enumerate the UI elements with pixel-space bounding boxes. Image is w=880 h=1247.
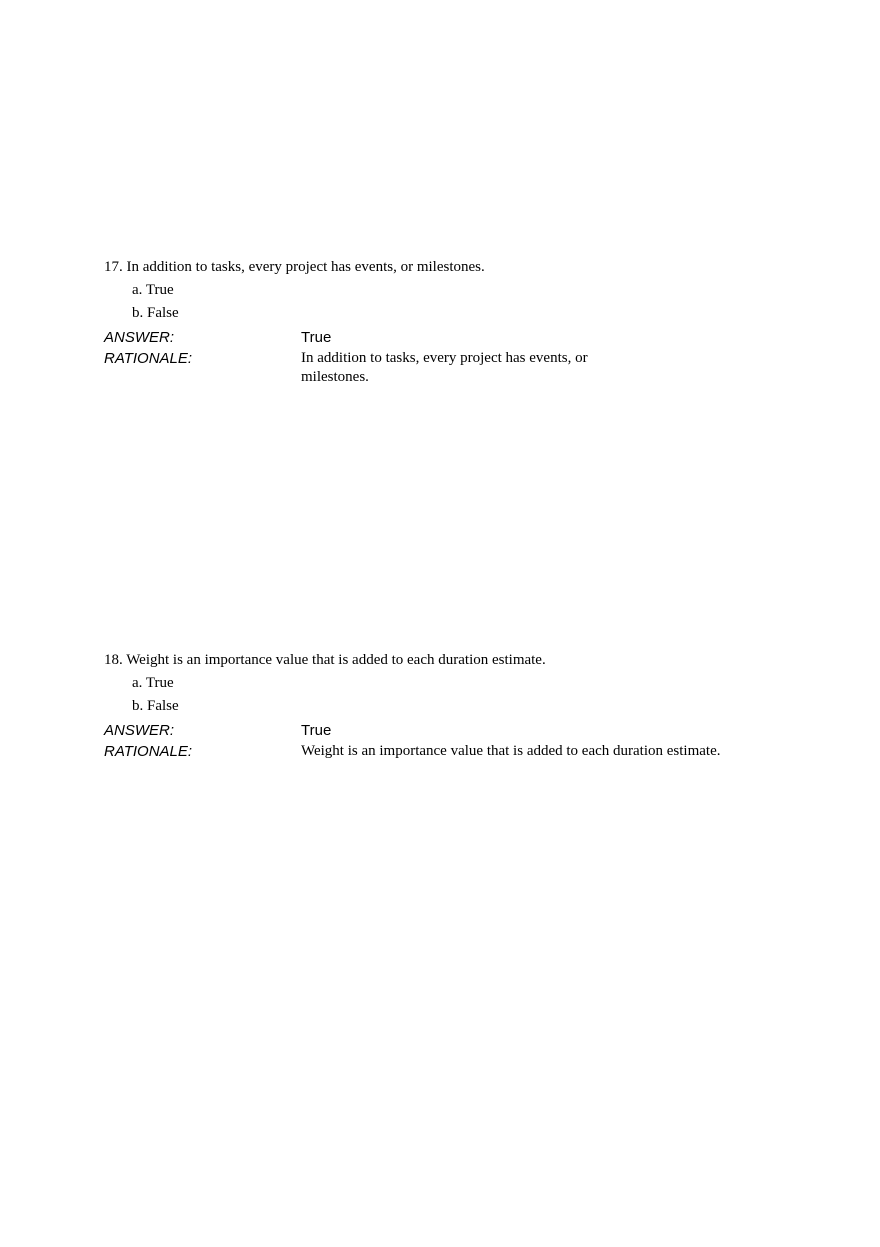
question-stem: 17. In addition to tasks, every project has events, or milestones.	[104, 259, 485, 275]
rationale-label: RATIONALE:	[104, 743, 193, 760]
question-stem: 18. Weight is an importance value that is added to each duration estimate.	[104, 652, 546, 668]
rationale-text: In addition to tasks, every project has events, or milestones.	[301, 350, 588, 385]
choice-a: a. True	[132, 282, 174, 298]
answer-value: True	[301, 329, 332, 346]
rationale-label: RATIONALE:	[104, 350, 193, 367]
answer-value: True	[301, 722, 332, 739]
answer-row	[104, 721, 784, 740]
question-18	[104, 651, 784, 761]
choice-b: b. False	[132, 305, 179, 321]
question-17	[104, 258, 784, 387]
answer-row	[104, 328, 784, 347]
choice-a: a. True	[132, 675, 174, 691]
rationale-row	[104, 742, 784, 761]
answer-label: ANSWER:	[104, 329, 175, 346]
rationale-row	[104, 349, 784, 387]
rationale-text: Weight is an importance value that is added to each duration estimate.	[301, 743, 721, 759]
answer-label: ANSWER:	[104, 722, 175, 739]
choice-b: b. False	[132, 698, 179, 714]
